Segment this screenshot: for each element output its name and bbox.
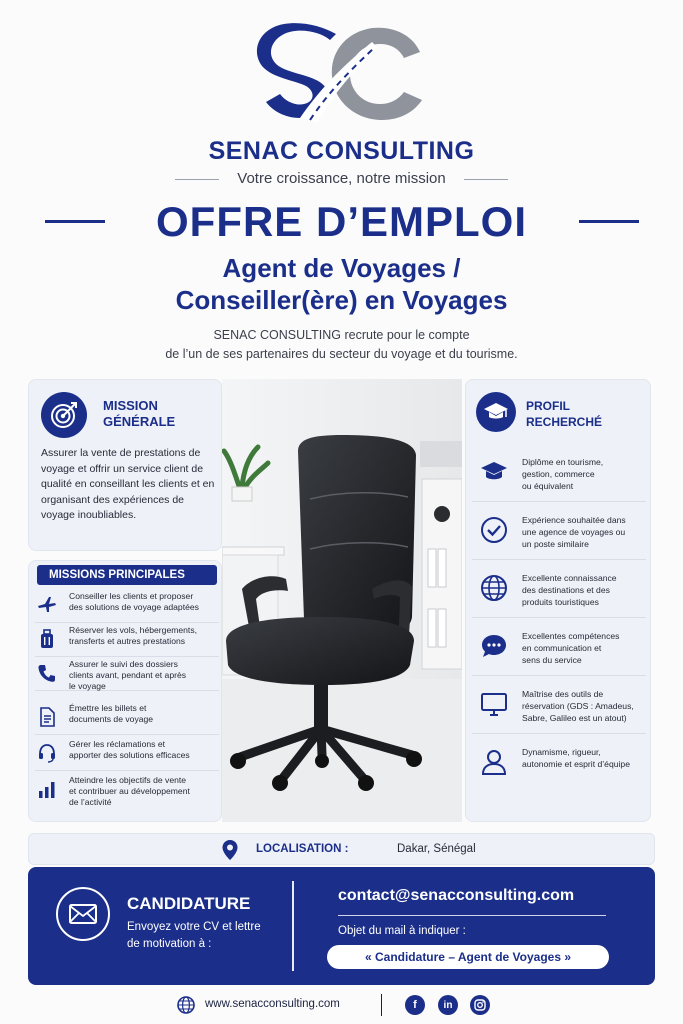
mission-text: Assurer la vente de prestations de voyage et offrir un service client de qualité en conseillant les clients et en organisant des expériences de voyage inoubliables. [41,447,215,522]
mission-heading-line1: MISSION [103,398,158,413]
profile-line: Diplôme en tourisme, [522,457,604,467]
profile-line: Expérience souhaitée dans [522,515,626,525]
check-circle-icon [480,516,508,544]
task-line: Réserver les vols, hébergements, [69,625,198,635]
subject-label: Objet du mail à indiquer : [338,925,466,937]
list-item [35,589,219,623]
mission-card [28,379,222,551]
task-line: le voyage [69,681,106,691]
application-instructions [127,919,297,953]
profile-line: Excellente connaissance [522,573,617,583]
subject-value: « Candidature – Agent de Voyages » [327,945,609,969]
globe-icon [177,996,195,1014]
instagram-icon[interactable] [470,995,490,1015]
profile-line: une agence de voyages ou [522,527,626,537]
list-item [472,734,646,792]
profile-line: Maîtrise des outils de [522,689,604,699]
list-item [35,657,219,691]
page-title: OFFRE D’EMPLOI [156,198,527,245]
profile-line: un poste similaire [522,539,589,549]
job-title-line1: Agent de Voyages / [222,253,461,283]
footer [0,990,683,1020]
title-row [0,196,683,248]
task-line: Émettre les billets et [69,703,147,713]
tagline-rule-right [464,179,508,180]
target-icon [41,392,87,438]
user-icon [480,748,508,776]
title-rule-right [579,220,639,223]
task-line: clients avant, pendant et après [69,670,187,680]
suitcase-icon [37,629,57,649]
task-line: de l’activité [69,797,112,807]
list-item [35,737,219,771]
task-line: Assurer le suivi des dossiers [69,659,178,669]
job-title-line2: Conseiller(ère) en Voyages [175,285,508,315]
profile-heading-line2: RECHERCHÉ [526,415,603,429]
graduation-cap-icon [476,392,516,432]
task-line: Atteindre les objectifs de vente [69,775,187,785]
list-item [472,444,646,502]
application-instructions-line2: de motivation à : [127,938,212,950]
bar-chart-icon [37,779,57,799]
task-line: Conseiller les clients et proposer [69,591,194,601]
application-banner [28,867,655,985]
task-line: des solutions de voyage adaptées [69,602,199,612]
envelope-icon [56,887,110,941]
list-item [472,618,646,676]
application-heading: CANDIDATURE [127,894,251,913]
office-chair-photo [222,379,462,822]
linkedin-icon[interactable]: in [438,995,458,1015]
profile-line: Dynamisme, rigueur, [522,747,601,757]
brand-name: SENAC CONSULTING [208,137,475,165]
list-item [472,676,646,734]
facebook-icon[interactable]: f [405,995,425,1015]
tasks-heading: MISSIONS PRINCIPALES [37,565,217,585]
application-instructions-line1: Envoyez votre CV et lettre [127,921,261,933]
footer-separator [381,994,382,1016]
airplane-icon [37,595,57,615]
profile-heading-line1: PROFIL [526,399,570,413]
location-pin-icon [221,839,239,861]
location-bar [28,833,655,865]
profile-heading [526,398,602,430]
tagline-row [0,170,683,188]
tasks-card [28,560,222,822]
task-line: documents de voyage [69,714,154,724]
intro-line2: de l’un de ses partenaires du secteur du voyage et du tourisme. [165,347,518,361]
contact-email-link[interactable]: contact@senacconsulting.com [338,887,575,904]
task-line: et contribuer au développement [69,786,190,796]
task-line: apporter des solutions efficaces [69,750,190,760]
tagline: Votre croissance, notre mission [237,170,446,187]
profile-line: produits touristiques [522,597,599,607]
mission-heading-line2: GÉNÉRALE [103,414,176,429]
profile-line: gestion, commerce [522,469,595,479]
profile-line: Sabre, Galileo est un atout) [522,713,627,723]
location-label: LOCALISATION : [256,843,349,855]
profile-line: des destinations et des [522,585,610,595]
graduation-cap-icon [480,458,508,486]
globe-icon [480,574,508,602]
task-line: Gérer les réclamations et [69,739,165,749]
profile-line: ou équivalent [522,481,574,491]
profile-line: réservation (GDS : Amadeus, [522,701,634,711]
senac-logo [0,22,683,132]
list-item [35,623,219,657]
email-underline [338,915,606,916]
intro-line1: SENAC CONSULTING recrute pour le compte [213,328,470,342]
list-item [472,560,646,618]
headset-icon [37,743,57,763]
list-item [472,502,646,560]
profile-line: en communication et [522,643,602,653]
phone-icon [37,663,57,683]
mission-heading [103,398,175,430]
profile-line: sens du service [522,655,582,665]
list-item [35,773,219,821]
application-divider [292,881,294,971]
website-link[interactable]: www.senacconsulting.com [205,998,340,1010]
list-item [35,701,219,735]
location-value: Dakar, Sénégal [397,843,476,855]
profile-line: autonomie et esprit d’équipe [522,759,630,769]
chat-bubble-icon [480,632,508,660]
profile-card [465,379,651,822]
task-line: transferts et autres prestations [69,636,186,646]
profile-line: Excellentes compétences [522,631,620,641]
document-icon [37,707,57,727]
monitor-icon [480,690,508,718]
